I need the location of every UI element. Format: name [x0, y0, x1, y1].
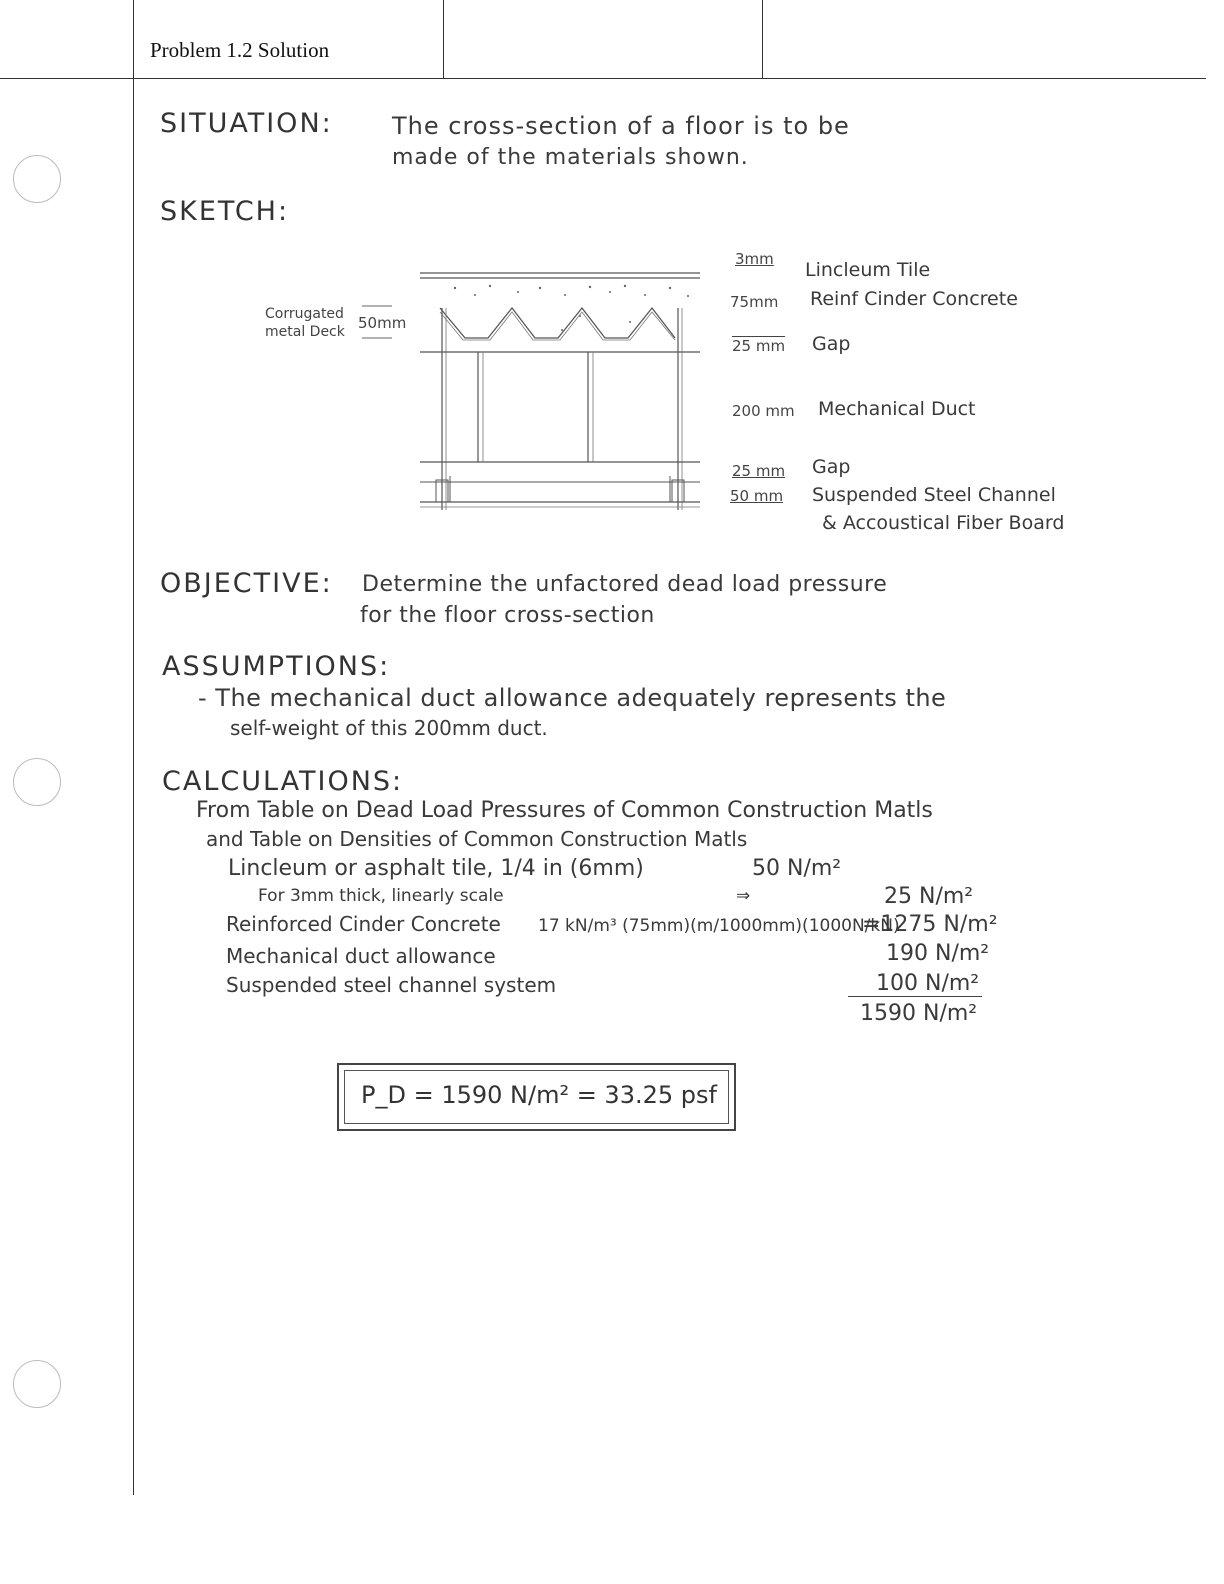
floor-cross-section-sketch	[250, 240, 710, 520]
layer-dim-5: 25 mm	[732, 462, 786, 480]
header-divider-left	[133, 0, 134, 1495]
calculations-intro-2: and Table on Densities of Common Construction Matls	[206, 827, 748, 851]
situation-line-2: made of the materials shown.	[392, 145, 749, 170]
calc-row-1-value: 50 N/m²	[752, 856, 842, 881]
layer-dim-4: 200 mm	[732, 402, 795, 420]
calc-total: 1590 N/m²	[860, 1001, 978, 1026]
calc-row-2-arrow: ⇒	[736, 886, 751, 906]
layer-name-6: Suspended Steel Channel	[812, 484, 1056, 506]
sum-rule	[848, 996, 982, 997]
calc-row-5-value: 100 N/m²	[876, 971, 980, 996]
objective-label: OBJECTIVE:	[160, 568, 333, 599]
calc-row-4-text: Mechanical duct allowance	[226, 944, 496, 968]
header-rule	[0, 78, 1206, 79]
deck-label-1: Corrugated	[265, 306, 344, 322]
assumptions-line-2: self-weight of this 200mm duct.	[230, 716, 548, 740]
binder-hole-top	[13, 155, 61, 203]
calc-row-2-value: 25 N/m²	[884, 884, 974, 909]
objective-line-1: Determine the unfactored dead load pressure	[362, 572, 888, 597]
objective-line-2: for the floor cross-section	[360, 603, 655, 628]
calc-row-4-value: 190 N/m²	[886, 941, 990, 966]
layer-dim-3: 25 mm	[732, 337, 786, 355]
layer-name-5: Gap	[812, 456, 851, 478]
assumptions-label: ASSUMPTIONS:	[162, 651, 391, 682]
calc-row-3-text: Reinforced Cinder Concrete	[226, 912, 501, 936]
layer-dim-1: 3mm	[735, 250, 774, 268]
layer-dim-2: 75mm	[730, 293, 779, 311]
binder-hole-middle	[13, 758, 61, 806]
deck-dimension: 50mm	[358, 314, 407, 332]
layer-name-4: Mechanical Duct	[818, 398, 976, 420]
layer-name-2: Reinf Cinder Concrete	[810, 288, 1018, 310]
layer-name-6-line-2: & Accoustical Fiber Board	[822, 512, 1065, 534]
calc-row-3-formula: 17 kN/m³ (75mm)(m/1000mm)(1000N/kN)	[538, 916, 900, 936]
situation-line-1: The cross-section of a floor is to be	[392, 112, 850, 140]
assumptions-line-1: - The mechanical duct allowance adequately represents the	[198, 684, 947, 712]
calc-row-3-value: =1275 N/m²	[862, 912, 998, 937]
result-box	[337, 1063, 736, 1131]
calculations-intro-1: From Table on Dead Load Pressures of Common Construction Matls	[196, 798, 933, 823]
header-divider-1	[443, 0, 444, 78]
calculations-label: CALCULATIONS:	[162, 766, 404, 797]
page-title: Problem 1.2 Solution	[150, 38, 330, 62]
layer-name-3: Gap	[812, 333, 851, 355]
result-text: P_D = 1590 N/m² = 33.25 psf	[361, 1081, 717, 1109]
binder-hole-bottom	[13, 1360, 61, 1408]
deck-label-2: metal Deck	[265, 324, 345, 340]
sketch-label: SKETCH:	[160, 196, 290, 227]
layer-name-1: Lincleum Tile	[805, 259, 931, 281]
calc-row-2-text: For 3mm thick, linearly scale	[258, 886, 504, 906]
layer-dim-6: 50 mm	[730, 487, 784, 505]
situation-label: SITUATION:	[160, 108, 333, 139]
calc-row-1-text: Lincleum or asphalt tile, 1/4 in (6mm)	[228, 856, 644, 881]
header-divider-2	[762, 0, 763, 78]
calc-row-5-text: Suspended steel channel system	[226, 973, 557, 997]
